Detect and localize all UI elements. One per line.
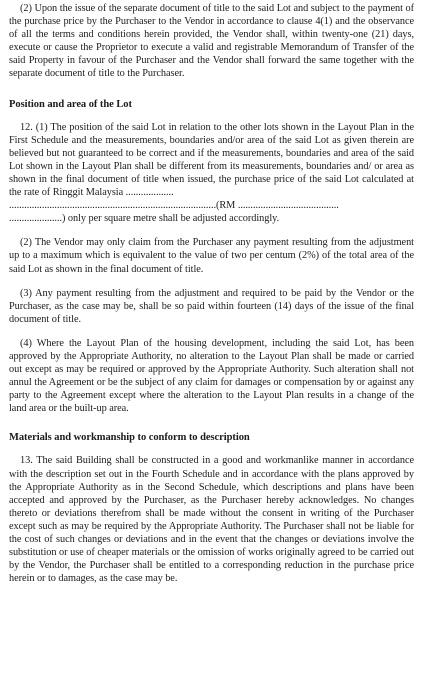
clause-12-paragraph-2: (2) The Vendor may only claim from the Purchaser any payment resulting from the adjustment up to a maximum which is equivalent to the value of two per centum (2%) of the total area of the said Lot as shown in the final document of title. [9,237,414,275]
heading-position-and-area: Position and area of the Lot [9,98,132,110]
spacer [9,415,414,431]
spacer [9,444,414,454]
clause-12-paragraph-3: (3) Any payment resulting from the adjustment and required to be paid by the Vendor or the Purchaser, as the case may be, shall be so paid within fourteen (14) days of the issue of the final document of title. [9,287,414,325]
clause-12-paragraph-4: (4) Where the Layout Plan of the housing development, including the said Lot, has been approved by the Appropriate Authority, no alteration to the Layout Plan shall be made or carried out except as may be required or approved by the Appropriate Authority. Such alteration shall not annul the Agreement or be the subject of any claim for damages or compensation by or against any party to the Agreement except where the alteration to the Layout Plan results in a change of the land area or the built-up area. [9,337,414,415]
spacer [9,111,414,121]
clause-12-1-rate-blank-line: ..................................................................................(RM ........................................ [9,200,339,212]
heading-materials-and-workmanship: Materials and workmanship to conform to description [9,432,250,444]
spacer [9,326,414,337]
spacer [9,81,414,98]
clause-12-1-text: 12. (1) The position of the said Lot in relation to the other lots shown in the Layout Plan in the First Schedule and the measurements, boundaries and/or area of the said Lot as given therein are believed but not guaranteed to be correct and if the measurements, boundaries and area of the said Lot shown in the Layout Plan shall be different from its measurements, boundaries and/ or area as shown in the final document of title when issued, the purchase price of the said Lot calculated at the rate of Ringgit Malaysia ................... [9,121,414,199]
clause-12-paragraph-1 [9,121,414,226]
clause-11-paragraph-2: (2) Upon the issue of the separate document of title to the said Lot and subject to the payment of the purchase price by the Purchaser to the Vendor in accordance to clause 4(1) and the observance of all the terms and conditions herein provided, the Vendor shall, within twenty-one (21) days, execute or cause the Proprietor to execute a valid and registrable Memorandum of Transfer of the said Property in favour of the Purchaser and the Vendor shall forward the same together with the separate document of title to the Purchaser. [9,3,414,80]
clause-12-1-closing-line: .....................) only per square metre shall be adjusted accordingly. [9,213,280,225]
clause-13-paragraph: 13. The said Building shall be constructed in a good and workmanlike manner in accordance with the description set out in the Fourth Schedule and in accordance with the plans approved by the Appropriate Authority as in the Second Schedule, which descriptions and plans have been accepted and approved by the Purchaser, as the Purchaser hereby acknowledges. No changes thereto or deviations therefrom shall be made without the consent in writing of the Purchaser except such as may be required by the Appropriate Authority. The Purchaser shall not be liable for the cost of such changes or deviations and in the event that the changes or deviations involve the substitution or use of cheaper materials or the omission of works originally agreed to be carried out by the Vendor, the Purchaser shall be entitled to a corresponding reduction in the purchase price herein or to damages, as the case may be. [9,455,414,585]
spacer [9,225,414,236]
spacer [9,276,414,287]
